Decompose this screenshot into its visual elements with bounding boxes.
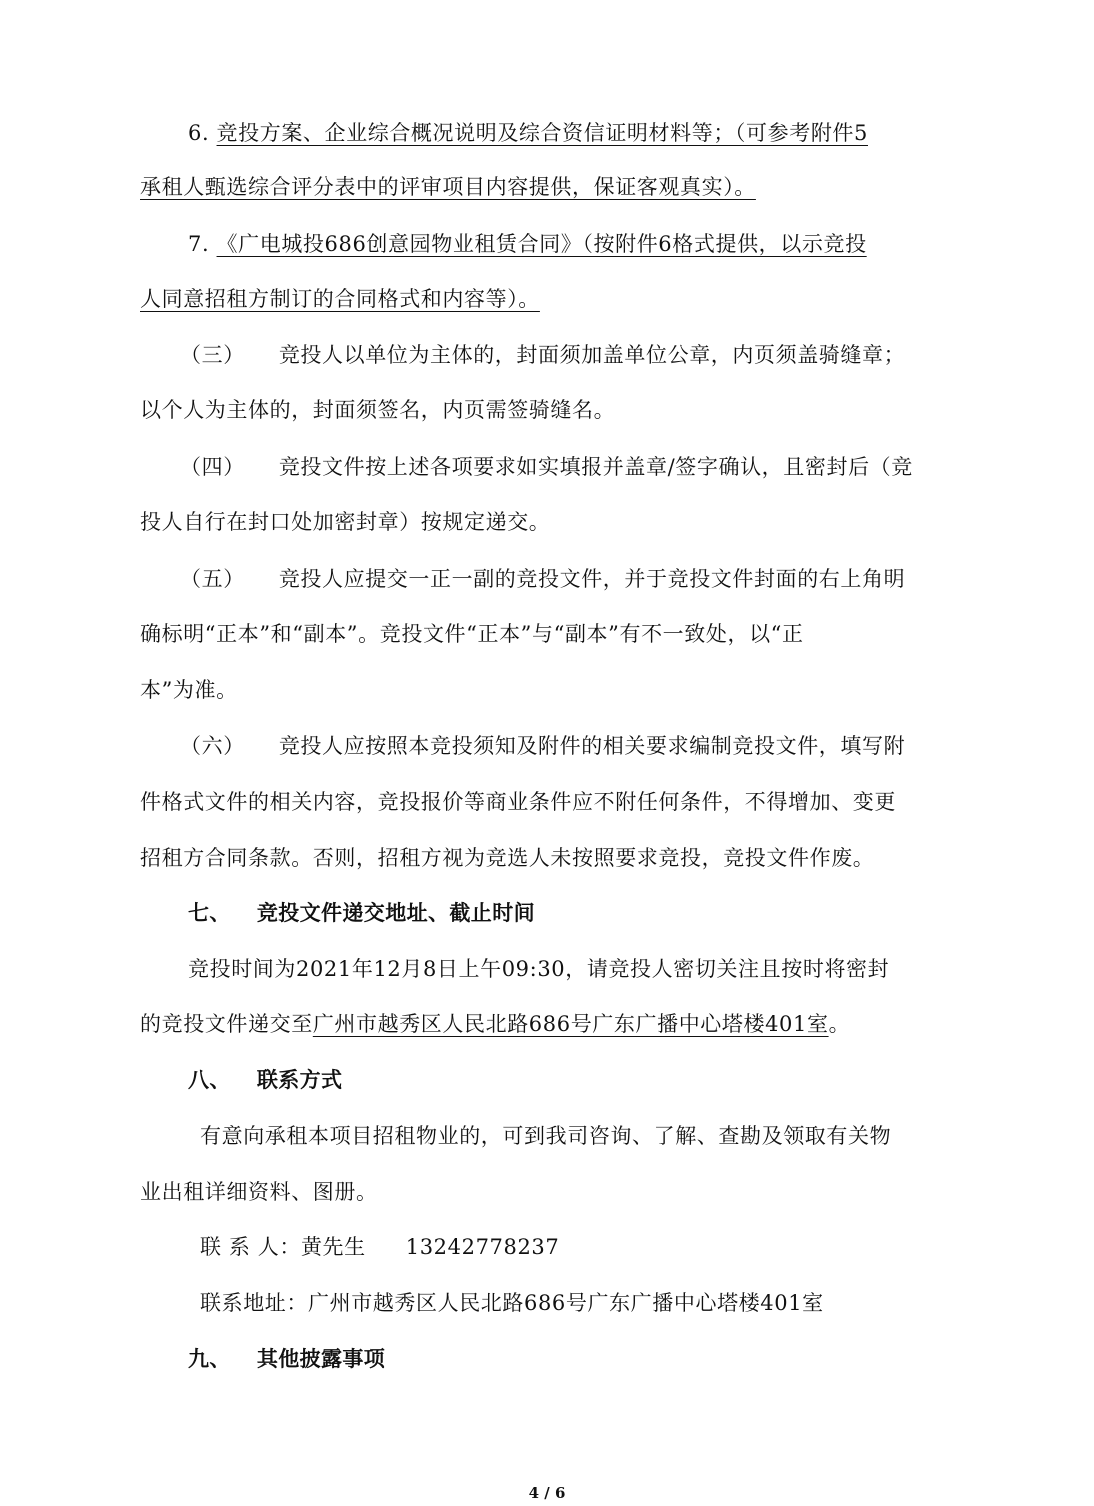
page-number: 4 / 6 [528, 1484, 566, 1502]
sec-6-label: （六） [180, 734, 245, 758]
sec-4-line-2: 投人自行在封口处加密封章）按规定递交。 [140, 510, 551, 534]
sec-6-line-2: 件格式文件的相关内容，竞投报价等商业条件应不附任何条件，不得增加、变更 [140, 790, 896, 814]
section-heading-8 [188, 1065, 342, 1095]
item-7-text-1: 《广电城投686创意园物业租赁合同》（按附件6格式提供，以示竞投 [216, 232, 867, 256]
item-6-number: 6. [188, 121, 210, 145]
contact-address-label: 联系地址： [200, 1291, 308, 1315]
heading-9-number: 九、 [188, 1347, 231, 1371]
heading-8-number: 八、 [188, 1068, 231, 1092]
contact-person-name: 黄先生 [300, 1235, 366, 1259]
heading-7-number: 七、 [188, 901, 231, 925]
heading-7-title: 竞投文件递交地址、截止时间 [256, 901, 536, 925]
contact-address: 广州市越秀区人民北路686号广东广播中心塔楼401室 [308, 1291, 824, 1315]
item-6-text-2: 承租人甄选综合评分表中的评审项目内容提供，保证客观真实）。 [140, 175, 756, 199]
contact-phone: 13242778237 [405, 1235, 560, 1259]
section-heading-7 [188, 898, 535, 928]
submission-address: 广州市越秀区人民北路686号广东广播中心塔楼401室 [312, 1012, 829, 1036]
sec-6-text-1: 竞投人应按照本竞投须知及附件的相关要求编制竞投文件，填写附 [278, 734, 906, 758]
deadline-line-1: 竞投时间为2021年12月8日上午09:30，请竞投人密切关注且按时将密封 [188, 957, 890, 981]
heading-9-title: 其他披露事项 [256, 1347, 386, 1371]
sec-5-line-3: 本”为准。 [140, 678, 238, 702]
sec-4-text-1: 竞投文件按上述各项要求如实填报并盖章/签字确认，且密封后（竞 [278, 455, 913, 479]
item-6-text-1: 竞投方案、企业综合概况说明及综合资信证明材料等；（可参考附件5 [216, 121, 868, 145]
item-6-line-1 [188, 118, 868, 148]
contact-person-line [200, 1232, 559, 1262]
sec-6-line-3: 招租方合同条款。否则，招租方视为竞选人未按照要求竞投，竞投文件作废。 [140, 846, 875, 870]
heading-8-title: 联系方式 [256, 1068, 343, 1092]
contact-address-line [200, 1288, 824, 1318]
item-6-line-2 [140, 172, 756, 202]
contact-intro-line-2: 业出租详细资料、图册。 [140, 1180, 378, 1204]
sec-5-line-2: 确标明“正本”和“副本”。竞投文件“正本”与“副本”有不一致处，以“正 [140, 622, 804, 646]
sec-3-label: （三） [180, 343, 245, 367]
sec-5-label: （五） [180, 567, 245, 591]
contact-person-label: 联 系 人： [200, 1235, 301, 1259]
sec-5-line-1 [180, 564, 905, 594]
sec-4-line-1 [180, 452, 913, 482]
item-7-line-2 [140, 284, 540, 314]
deadline-prefix: 的竞投文件递交至 [140, 1012, 313, 1036]
item-7-line-1 [188, 229, 867, 259]
sec-3-text-1: 竞投人以单位为主体的，封面须加盖单位公章，内页须盖骑缝章； [278, 343, 906, 367]
item-7-number: 7. [188, 232, 210, 256]
deadline-suffix: 。 [828, 1012, 851, 1036]
sec-3-line-1 [180, 340, 905, 370]
sec-6-line-1 [180, 731, 905, 761]
section-heading-9 [188, 1344, 385, 1374]
item-7-text-2: 人同意招租方制订的合同格式和内容等）。 [140, 287, 540, 311]
contact-intro-line-1: 有意向承租本项目招租物业的，可到我司咨询、了解、查勘及领取有关物 [200, 1124, 892, 1148]
deadline-line-2 [140, 1009, 850, 1039]
sec-5-text-1: 竞投人应提交一正一副的竞投文件，并于竞投文件封面的右上角明 [278, 567, 906, 591]
sec-3-line-2: 以个人为主体的，封面须签名，内页需签骑缝名。 [140, 398, 616, 422]
sec-4-label: （四） [180, 455, 245, 479]
